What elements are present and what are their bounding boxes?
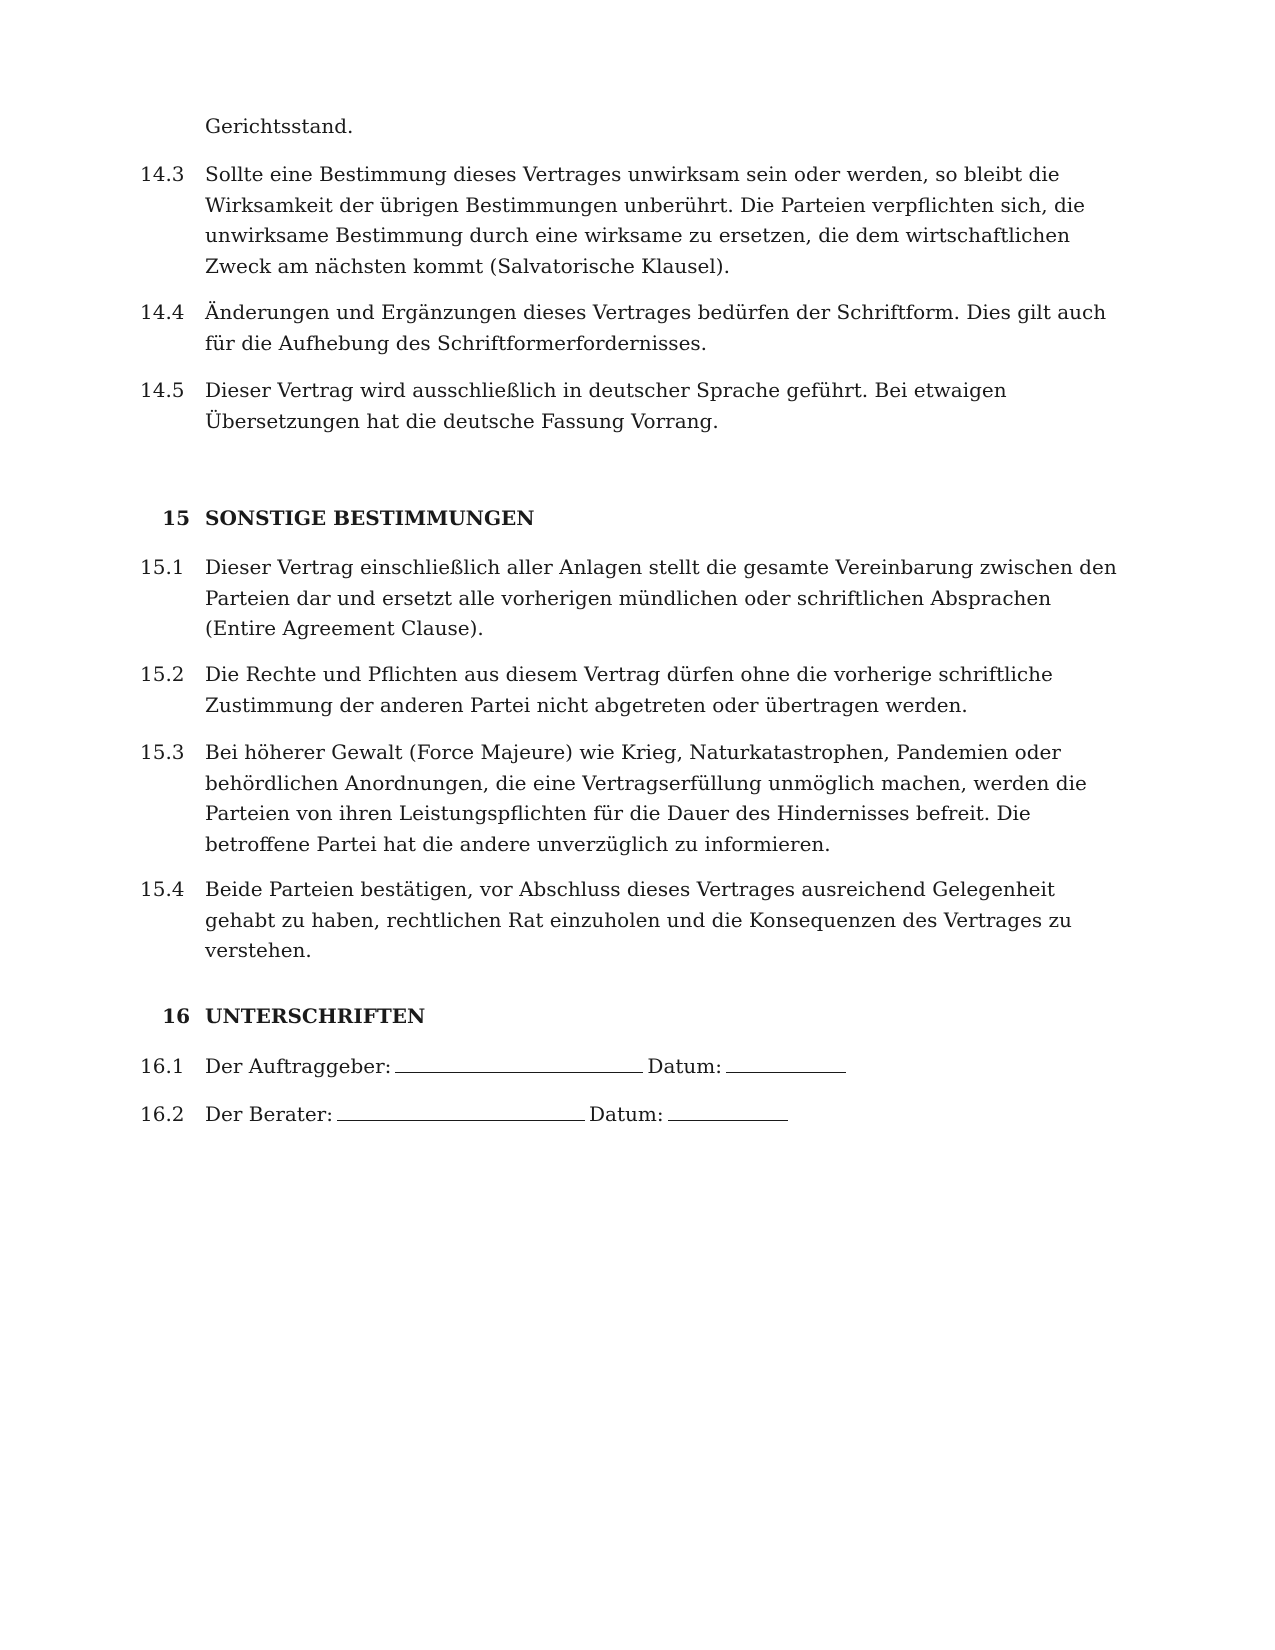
clause-number: 15.2 [140,662,185,686]
clause-text: Dieser Vertrag einschließlich aller Anlagen stellt die gesamte Vereinbarung zwischen den Parteien dar und ersetzt alle vorherigen mündlichen oder schriftlichen Absprachen (Entire Agreement Clause). [205,555,1117,640]
clause-15-1 [140,552,1120,644]
section-heading-16 [140,1001,1120,1032]
signatory-label: Der Auftraggeber: [205,1054,392,1078]
clause-text: Beide Parteien bestätigen, vor Abschluss dieses Vertrages ausreichend Gelegenheit gehabt zu haben, rechtlichen Rat einzuholen und die Konsequenzen des Vertrages zu verstehen. [205,877,1072,962]
clause-14-4 [140,297,1120,358]
clause-number: 14.4 [140,300,185,324]
continuation-text: Gerichtsstand. [205,114,354,138]
signature-line-client [140,1051,1120,1082]
clause-15-2 [140,659,1120,720]
clause-number: 15.1 [140,555,185,579]
clause-number: 15.3 [140,740,185,764]
signature-blank [395,1052,643,1073]
clause-number: 14.3 [140,162,185,186]
date-label: Datum: [647,1054,723,1078]
clause-text: Die Rechte und Pflichten aus diesem Vertrag dürfen ohne die vorherige schriftliche Zustimmung der anderen Partei nicht abgetreten oder übertragen werden. [205,662,1053,717]
signature-line-consultant [140,1099,1120,1130]
clause-text: Änderungen und Ergänzungen dieses Vertrages bedürfen der Schriftform. Dies gilt auch für die Aufhebung des Schriftformerfordernisses. [205,300,1107,355]
date-label: Datum: [588,1102,664,1126]
clause-number: 15.4 [140,877,185,901]
section-number: 16 [162,1004,190,1028]
clause-text: Dieser Vertrag wird ausschließlich in deutscher Sprache geführt. Bei etwaigen Übersetzungen hat die deutsche Fassung Vorrang. [205,378,1007,433]
clause-14-3 [140,159,1120,281]
clause-15-3 [140,737,1120,859]
clause-15-4 [140,874,1120,966]
section-number: 15 [162,506,190,530]
clause-text: Sollte eine Bestimmung dieses Vertrages unwirksam sein oder werden, so bleibt die Wirksamkeit der übrigen Bestimmungen unberührt. Die Parteien verpflichten sich, die unwirksame Bestimmung durch eine wirksame zu ersetzen, die dem wirtschaftlichen Zweck am nächsten kommt (Salvatorische Klausel). [205,162,1086,278]
signatory-label: Der Berater: [205,1102,333,1126]
clause-text: Bei höherer Gewalt (Force Majeure) wie Krieg, Naturkatastrophen, Pandemien oder behördlichen Anordnungen, die eine Vertragserfüllung unmöglich machen, werden die Parteien von ihren Leistungspflichten für die Dauer des Hindernisses befreit. Die betroffene Partei hat die andere unverzüglich zu informieren. [205,740,1087,856]
clause-number: 16.2 [140,1102,185,1126]
clause-number: 16.1 [140,1054,185,1078]
section-heading-15 [140,503,1120,534]
clause-14-5 [140,375,1120,436]
date-blank [668,1100,788,1121]
section-title: UNTERSCHRIFTEN [205,1004,426,1028]
clause-number: 14.5 [140,378,185,402]
section-title: SONSTIGE BESTIMMUNGEN [205,506,535,530]
signature-blank [337,1100,585,1121]
date-blank [726,1052,846,1073]
